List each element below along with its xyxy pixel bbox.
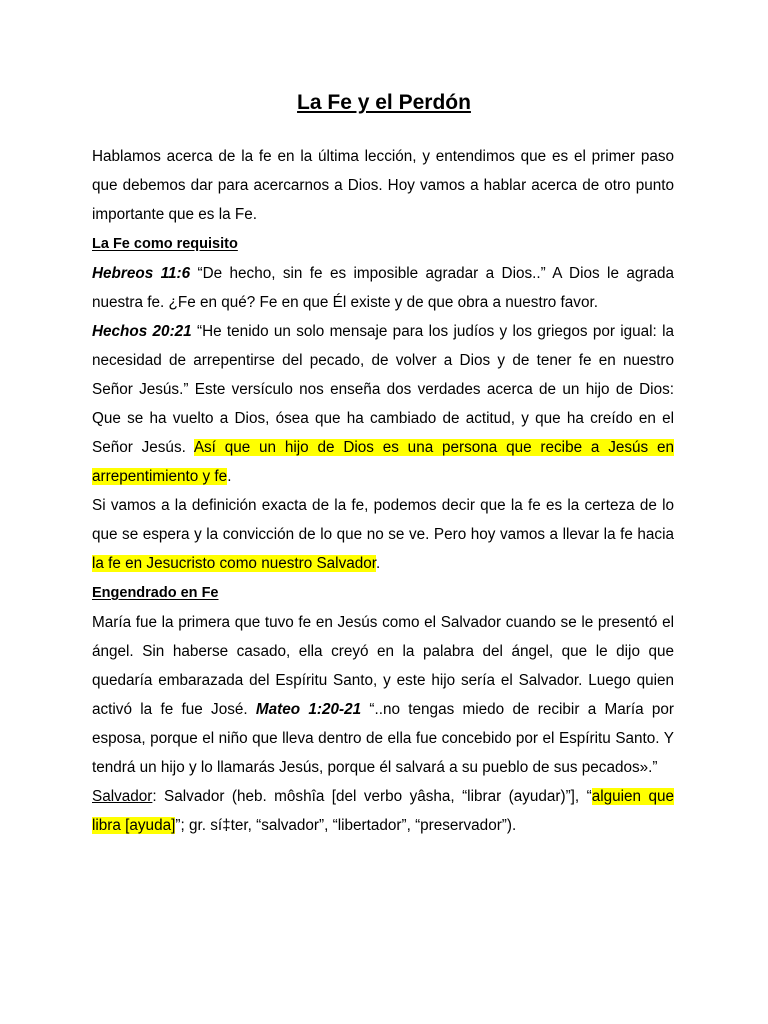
section-heading-engendrado [92,578,674,608]
paragraph-end: . [227,468,232,485]
paragraph-end: . [376,555,381,572]
defined-term: Salvador [92,788,153,805]
scripture-reference: Hebreos 11:6 [92,265,191,282]
section-heading-text: La Fe como requisito [92,236,238,252]
paragraph-text: Si vamos a la definición exacta de la fe, podemos decir que la fe es la certeza de lo que se espera y la convicción de lo que no se ve. Pero hoy vamos a llevar la fe hacia [92,497,674,543]
section-heading-text: Engendrado en Fe [92,585,219,601]
salvador-definition-paragraph [92,782,674,840]
highlighted-text: Así que un hijo de Dios es una persona que recibe a Jesús en arrepentimiento y fe [92,439,674,485]
highlighted-text: alguien que libra [ayuda] [92,788,674,834]
document-title: La Fe y el Perdón [297,91,471,114]
paragraph-text: : Salvador (heb. môshîa [del verbo yâsha, “librar (ayudar)”], “ [152,788,592,805]
hebreos-paragraph [92,259,674,317]
paragraph-end: ”; gr. sí‡ter, “salvador”, “libertador”, “preservador”). [175,817,517,834]
paragraph-text: “He tenido un solo mensaje para los judíos y los griegos por igual: la necesidad de arrepentirse del pecado, de volver a Dios y de tener fe en nuestro Señor Jesús.” Este versículo nos enseña dos verdades acerca de un hijo de Dios: Que se ha vuelto a Dios, ósea que ha cambiado de actitud, y que ha creído en el Señor Jesús. [92,323,674,456]
paragraph-text: María fue la primera que tuvo fe en Jesús como el Salvador cuando se le presentó el ángel. Sin haberse casado, ella creyó en la palabra del ángel, que le dijo que quedaría embarazada del Espíritu Santo, y este hijo sería el Salvador. Luego quien activó la fe fue José. [92,614,674,718]
scripture-reference: Mateo 1:20-21 [255,701,362,718]
definicion-paragraph [92,491,674,578]
scripture-reference: Hechos 20:21 [92,323,192,340]
intro-paragraph: Hablamos acerca de la fe en la última lección, y entendimos que es el primer paso que debemos dar para acercarnos a Dios. Hoy vamos a hablar acerca de otro punto importante que es la Fe. [92,148,674,223]
paragraph-text: “De hecho, sin fe es imposible agradar a Dios..” A Dios le agrada nuestra fe. ¿Fe en qué? Fe en que Él existe y de que obra a nuestro favor. [92,265,674,311]
hechos-paragraph [92,317,674,491]
maria-paragraph [92,608,674,782]
scripture-quote: “..no tengas miedo de recibir a María por esposa, porque el niño que lleva dentro de ella fue concebido por el Espíritu Santo. Y tendrá un hijo y lo llamarás Jesús, porque él salvará a su pueblo de sus pecados».” [92,701,674,776]
section-heading-fe-requisito [92,229,674,259]
document-body [92,142,674,840]
highlighted-text: la fe en Jesucristo como nuestro Salvador [92,555,376,572]
